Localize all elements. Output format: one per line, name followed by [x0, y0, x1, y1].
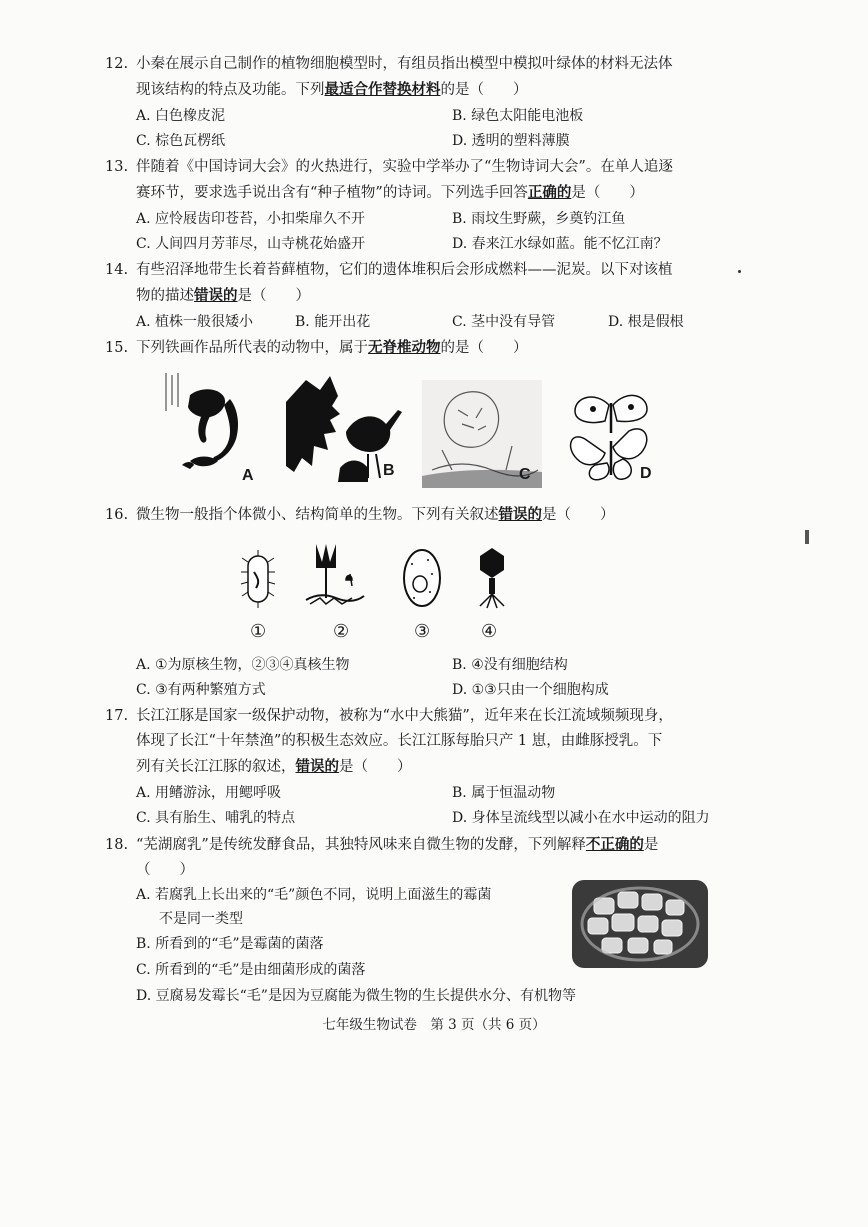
question-text: 是（ ）	[237, 288, 310, 304]
option-a: A. 白色橡皮泥	[136, 108, 226, 124]
option-a: A. 植株一般很矮小	[136, 314, 254, 330]
emphasis-text: 最适合作替换材料	[324, 81, 441, 98]
question-number: 17.	[105, 708, 129, 724]
question-text: 伴随着《中国诗词大会》的火热进行，实验中学举办了“生物诗词大会”。在单人追逐	[136, 159, 673, 175]
question-text: 的是（ ）	[440, 340, 528, 356]
question-15	[105, 335, 745, 361]
emphasis-text: 错误的	[498, 506, 542, 523]
option-c: C. 棕色瓦楞纸	[136, 133, 226, 149]
question-text: 现该结构的特点及功能。下列	[136, 82, 325, 98]
question-text: 的是（ ）	[440, 82, 528, 98]
question-number: 12.	[105, 56, 129, 72]
figure-label-1: ①	[250, 621, 267, 642]
question-text: 物的描述	[136, 288, 194, 304]
figure-label-c: C	[519, 466, 531, 483]
option-a: A. 若腐乳上长出来的“毛”颜色不同，说明上面滋生的霉菌	[136, 887, 492, 903]
scan-dot	[738, 270, 741, 273]
mold-icon	[302, 540, 366, 610]
question-text: 小秦在展示自己制作的植物细胞模型时，有组员指出模型中模拟叶绿体的材料无法体	[136, 56, 673, 72]
question-number: 13.	[105, 159, 129, 175]
question-text: 是	[643, 837, 659, 853]
emphasis-text: 错误的	[295, 758, 339, 775]
option-a: A. 应怜屐齿印苍苔，小扣柴扉久不开	[136, 211, 366, 227]
figure-label-4: ④	[481, 621, 498, 642]
emphasis-text: 正确的	[527, 184, 572, 201]
emphasis-text: 错误的	[194, 287, 238, 304]
option-a-continued: 不是同一类型	[159, 911, 243, 927]
question-text: 有些沼泽地带生长着苔藓植物，它们的遗体堆积后会形成燃料——泥炭。以下对该植	[136, 262, 673, 278]
question-13	[105, 155, 745, 206]
option-a: A. ①为原核生物，②③④真核生物	[136, 657, 350, 673]
emphasis-text: 不正确的	[585, 836, 644, 853]
question-text: （ ）	[136, 862, 194, 878]
question-number: 14.	[105, 262, 129, 278]
question-12	[105, 52, 745, 103]
question-text: 是（ ）	[571, 185, 644, 201]
question-text: 是（ ）	[542, 507, 615, 523]
yeast-cell-icon	[400, 546, 444, 610]
question-text: 列有关长江江豚的叙述，	[136, 759, 296, 775]
option-c: C. ③有两种繁殖方式	[136, 682, 266, 698]
question-text: 是（ ）	[339, 759, 412, 775]
question-text: 长江江豚是国家一级保护动物，被称为“水中大熊猫”，近年来在长江流域频频现身，	[136, 708, 673, 724]
question-text: 微生物一般指个体微小、结构简单的生物。下列有关叙述	[136, 507, 499, 523]
fermented-tofu-photo	[572, 880, 708, 968]
question-text: 下列铁画作品所代表的动物中，属于	[136, 340, 368, 356]
option-d: D. 身体呈流线型以减小在水中运动的阻力	[452, 810, 710, 826]
question-number: 15.	[105, 340, 129, 356]
question-text: 赛环节，要求选手说出含有“种子植物”的诗词。下列选手回答	[136, 185, 528, 201]
figure-label-2: ②	[333, 621, 350, 642]
page-footer: 七年级生物试卷 第 3 页（共 6 页）	[322, 1017, 546, 1033]
question-text: “芜湖腐乳”是传统发酵食品，其独特风味来自微生物的发酵，下列解释	[136, 837, 586, 853]
option-b: B. ④没有细胞结构	[452, 657, 568, 673]
figure-label-b: B	[383, 462, 395, 479]
question-14	[105, 258, 745, 309]
question-number: 18.	[105, 837, 129, 853]
figure-label-a: A	[242, 467, 254, 484]
bacterium-icon	[238, 548, 278, 610]
option-b: B. 属于恒温动物	[452, 785, 556, 801]
option-d: D. 春来江水绿如蓝。能不忆江南？	[452, 236, 668, 252]
virus-icon	[474, 546, 510, 610]
option-d: D. 透明的塑料薄膜	[452, 133, 570, 149]
figure-label-3: ③	[414, 621, 431, 642]
figure-label-d: D	[640, 465, 652, 482]
option-c: C. 所看到的“毛”是由细菌形成的菌落	[136, 962, 366, 978]
option-b: B. 绿色太阳能电池板	[452, 108, 584, 124]
option-c: C. 人间四月芳菲尽，山寺桃花始盛开	[136, 236, 366, 252]
question-text: 体现了长江“十年禁渔”的积极生态效应。长江江豚每胎只产 1 崽，由雌豚授乳。下	[136, 733, 663, 749]
option-c: C. 具有胎生、哺乳的特点	[136, 810, 296, 826]
option-c: C. 茎中没有导管	[452, 314, 556, 330]
question-16	[105, 502, 745, 528]
question-17	[105, 704, 745, 780]
option-a: A. 用鳍游泳，用鳃呼吸	[136, 785, 282, 801]
option-b: B. 能开出花	[295, 314, 371, 330]
option-d: D. 豆腐易发霉长“毛”是因为豆腐能为微生物的生长提供水分、有机物等	[136, 988, 576, 1004]
option-b: B. 雨坟生野蕨，乡奠钓江鱼	[452, 211, 626, 227]
option-d: D. ①③只由一个细胞构成	[452, 682, 609, 698]
scan-edge-mark	[805, 530, 809, 544]
option-b: B. 所看到的“毛”是霉菌的菌落	[136, 936, 324, 952]
emphasis-text: 无脊椎动物	[368, 339, 441, 356]
question-number: 16.	[105, 507, 129, 523]
question-18	[105, 832, 745, 883]
option-d: D. 根是假根	[608, 314, 684, 330]
